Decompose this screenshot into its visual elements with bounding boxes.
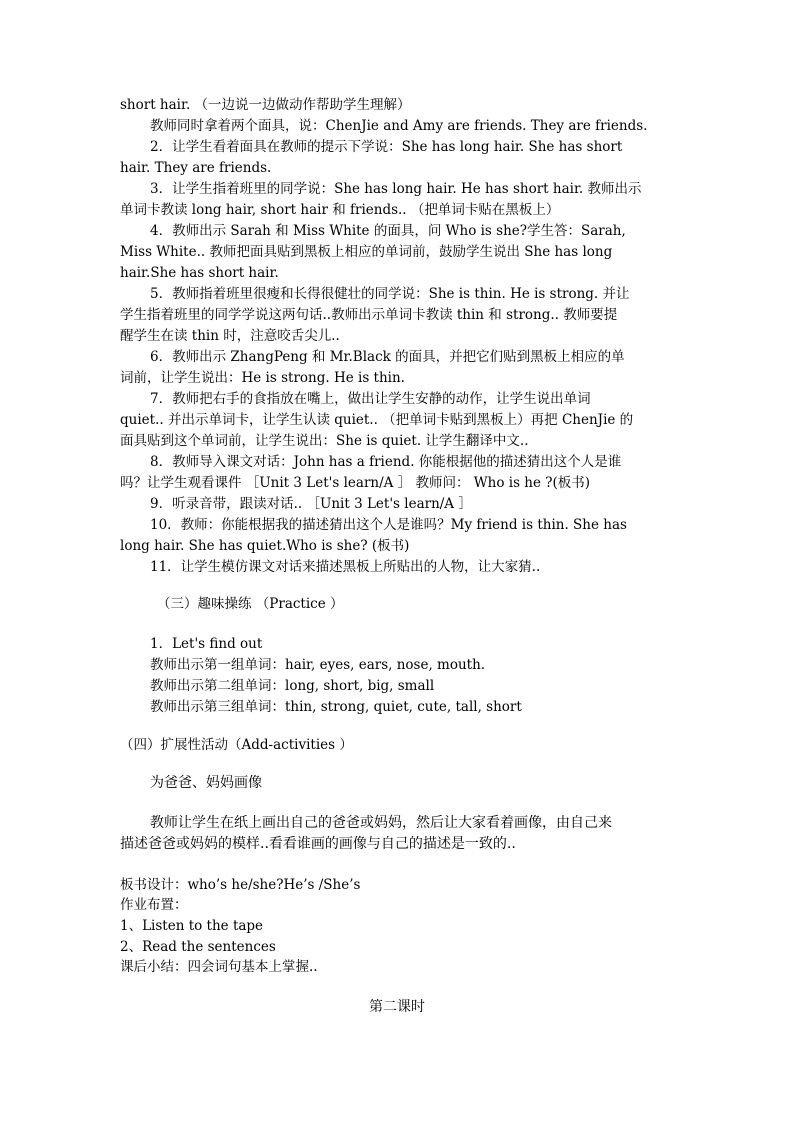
text-line: 1．Let's find out <box>150 636 263 652</box>
text-line: 7．教师把右手的食指放在嘴上，做出让学生安静的动作，让学生说出单词 <box>150 391 591 407</box>
text-line: 描述爸爸或妈妈的模样..看看谁画的画像与自己的描述是一致的.. <box>120 836 516 852</box>
text-line: 2、Read the sentences <box>120 939 276 955</box>
text-line: 教师同时拿着两个面具，说：ChenJie and Amy are friends. They are friends. <box>150 118 648 134</box>
text-line: 学生指着班里的同学学说这两句话..教师出示单词卡教读 thin 和 strong.. 教师要提 <box>120 307 618 323</box>
text-line: 词前，让学生说出：He is strong. He is thin. <box>120 370 405 386</box>
text-line: 4．教师出示 Sarah 和 Miss White 的面具，问 Who is she?学生答：Sarah, <box>150 223 626 239</box>
text-line: 吗？让学生观看课件 ［Unit 3 Let's learn/A ］ 教师问： Who is he ?(板书) <box>120 475 591 491</box>
text-line: quiet.. 并出示单词卡，让学生认读 quiet.. （把单词卡贴到黑板上）再把 ChenJie 的 <box>120 412 634 428</box>
text-line: 醒学生在读 thin 时，注意咬舌尖儿.. <box>120 328 340 344</box>
page-title: 第二课时 <box>369 999 425 1015</box>
text-line: 面具贴到这个单词前，让学生说出：She is quiet. 让学生翻译中文.. <box>120 433 529 449</box>
text-line: hair. They are friends. <box>120 160 272 176</box>
text-line: 教师出示第二组单词：long, short, big, small <box>150 678 435 694</box>
text-line: 作业布置： <box>120 897 188 913</box>
text-line: 教师出示第三组单词：thin, strong, quiet, cute, tall, short <box>150 699 522 715</box>
text-line: 2．让学生看着面具在教师的提示下学说：She has long hair. She has short <box>150 139 623 155</box>
section-heading: （四）扩展性活动（Add-activities ） <box>120 737 353 753</box>
text-line: short hair. （一边说一边做动作帮助学生理解） <box>120 97 411 113</box>
text-line: 课后小结：四会词句基本上掌握.. <box>120 959 318 975</box>
text-line: 板书设计：who’s he/she?He’s /She’s <box>120 877 361 893</box>
section-heading: （三）趣味操练 （Practice ） <box>157 596 344 612</box>
text-line: long hair. She has quiet.Who is she? (板书) <box>120 538 410 554</box>
text-line: 5．教师指着班里很瘦和长得很健壮的同学说：She is thin. He is strong. 并让 <box>150 286 630 302</box>
text-line: 6．教师出示 ZhangPeng 和 Mr.Black 的面具，并把它们贴到黑板上相应的单 <box>150 349 625 365</box>
text-line: 1、Listen to the tape <box>120 918 264 934</box>
text-line: 教师让学生在纸上画出自己的爸爸或妈妈，然后让大家看着画像，由自己来 <box>150 815 612 831</box>
text-line: 3．让学生指着班里的同学说：She has long hair. He has short hair. 教师出示 <box>150 181 642 197</box>
text-line: Miss White.. 教师把面具贴到黑板上相应的单词前，鼓励学生说出 She has long <box>120 244 613 260</box>
text-line: 教师出示第一组单词：hair, eyes, ears, nose, mouth. <box>150 657 486 673</box>
text-line: hair.She has short hair. <box>120 265 279 281</box>
text-line: 10．教师：你能根据我的描述猜出这个人是谁吗？My friend is thin. She has <box>150 517 627 533</box>
text-line: 为爸爸、妈妈画像 <box>150 775 262 791</box>
text-line: 单词卡教读 long hair, short hair 和 friends.. （把单词卡贴在黑板上） <box>120 202 560 218</box>
text-line: 9．听录音带，跟读对话.. ［Unit 3 Let's learn/A ］ <box>150 496 472 512</box>
text-line: 8．教师导入课文对话：John has a friend. 你能根据他的描述猜出这个人是谁 <box>150 454 622 470</box>
text-line: 11．让学生模仿课文对话来描述黑板上所贴出的人物，让大家猜.. <box>150 559 541 575</box>
